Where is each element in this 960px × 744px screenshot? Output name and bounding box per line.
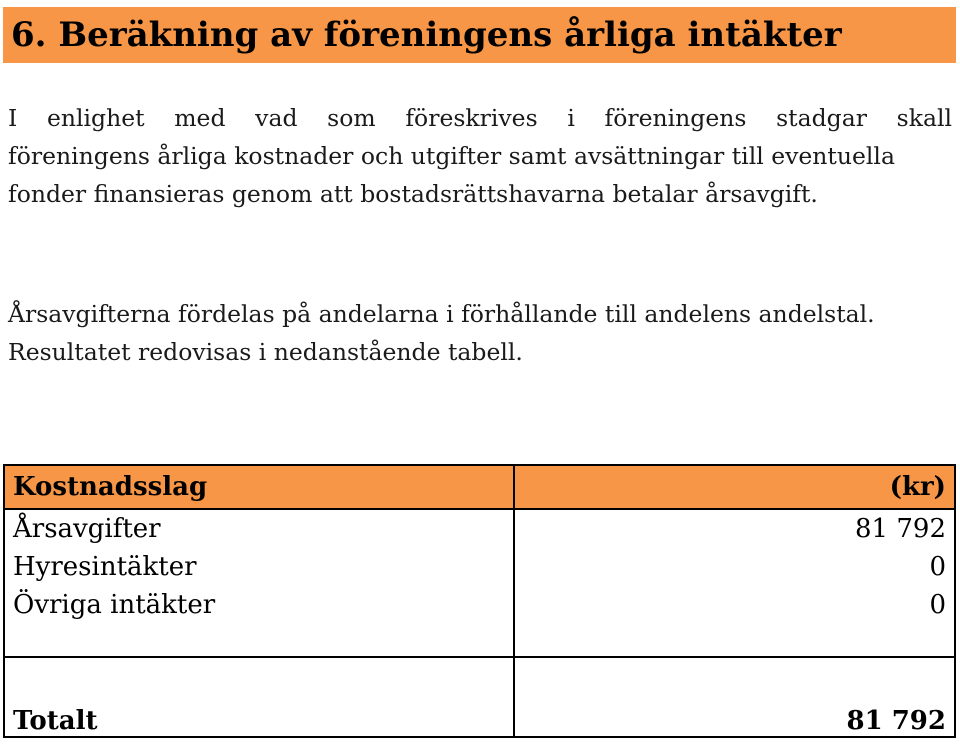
table-total-row [4, 657, 955, 737]
income-table [3, 464, 956, 738]
item-labels-cell [4, 509, 514, 657]
item-value: 0 [929, 552, 946, 582]
table-items-row [4, 509, 955, 657]
section-heading: 6. Beräkning av föreningens årliga intäkter [3, 7, 956, 63]
intro-paragraph-line: föreningens årliga kostnader och utgifter samt avsättningar till eventuella [8, 142, 895, 170]
total-value: 81 792 [514, 657, 955, 737]
distribution-paragraph-line: Resultatet redovisas i nedanstående tabell. [8, 338, 523, 366]
item-label: Hyresintäkter [13, 552, 197, 582]
item-value: 81 792 [855, 514, 946, 544]
distribution-paragraph [8, 295, 952, 371]
table-header-row [4, 465, 955, 509]
item-label: Årsavgifter [13, 514, 161, 544]
intro-paragraph [8, 99, 952, 213]
distribution-paragraph-line: Årsavgifterna fördelas på andelarna i förhållande till andelens andelstal. [8, 300, 875, 328]
intro-paragraph-line: I enlighet med vad som föreskrives i föreningens stadgar skall [8, 104, 952, 132]
header-cost-type: Kostnadsslag [4, 465, 514, 509]
item-label: Övriga intäkter [13, 590, 216, 620]
header-unit: (kr) [514, 465, 955, 509]
total-label: Totalt [4, 657, 514, 737]
intro-paragraph-line: fonder finansieras genom att bostadsrättshavarna betalar årsavgift. [8, 180, 818, 208]
item-value: 0 [929, 590, 946, 620]
item-values-cell [514, 509, 955, 657]
